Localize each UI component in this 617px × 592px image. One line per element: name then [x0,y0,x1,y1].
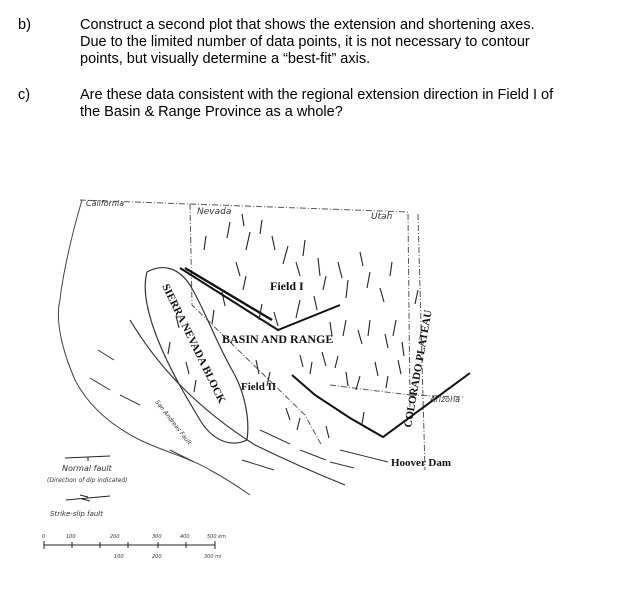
hoover-dam-label: Hoover Dam [391,457,451,469]
scale-km-0: 0 [42,534,46,540]
question-b-text [80,17,617,68]
state-label-utah: Utah [371,212,393,222]
legend [47,456,127,518]
scale-mi-200: 200 [152,554,162,560]
scale-km-300: 300 [152,534,162,540]
state-label-nevada: Nevada [197,207,232,217]
nv-ut-border [190,204,410,410]
normal-faults [168,214,418,438]
scale-mi-300: 300 mi [204,554,222,560]
scale-km-400: 400 [180,534,190,540]
field1-boundary [180,268,340,330]
question-b-line: Due to the limited number of data points, it is not necessary to contour [80,34,530,50]
scale-km-500: 500 km [207,534,226,540]
question-b-label: b) [18,17,31,33]
field2-label: Field II [241,381,277,393]
question-c-line: Are these data consistent with the regional extension direction in Field I of [80,87,554,103]
basin-range-map [0,180,617,592]
scale-bar [42,534,226,560]
field1-label: Field I [270,279,304,293]
field1-north-line [185,268,272,320]
ca-nv-border [80,200,322,446]
question-c-line: the Basin & Range Province as a whole? [80,104,343,120]
field2-boundary [292,373,470,437]
scale-mi-100: 100 [114,554,124,560]
strike-slip-faults [90,350,354,470]
strike-slip-symbol [66,495,110,501]
sierra-nevada-label: SIERRA NEVADA BLOCK [159,282,228,406]
legend-normal-fault-note: (Direction of dip indicated) [47,477,128,484]
coastline [58,200,250,495]
scale-km-100: 100 [66,534,76,540]
basin-range-label: BASIN AND RANGE [222,332,334,346]
colorado-plateau-label: COLORADO PLATEAU [402,308,435,429]
state-label-arizona: Arizona [430,395,461,404]
question-b-line: points, but visually determine a “best-fit” axis. [80,51,371,67]
question-c-label: c) [18,87,31,103]
legend-strike-slip: Strike-slip fault [50,510,103,518]
question-b-line: Construct a second plot that shows the extension and shortening axes. [80,17,535,33]
scale-km-200: 200 [110,534,120,540]
state-label-california: California [86,199,125,208]
hoover-dam-pointer [340,450,388,462]
san-andreas-label: San Andreas Fault [153,398,193,447]
question-c-text [80,87,617,121]
nv-az-border [330,385,410,395]
legend-normal-fault: Normal fault [62,464,112,473]
